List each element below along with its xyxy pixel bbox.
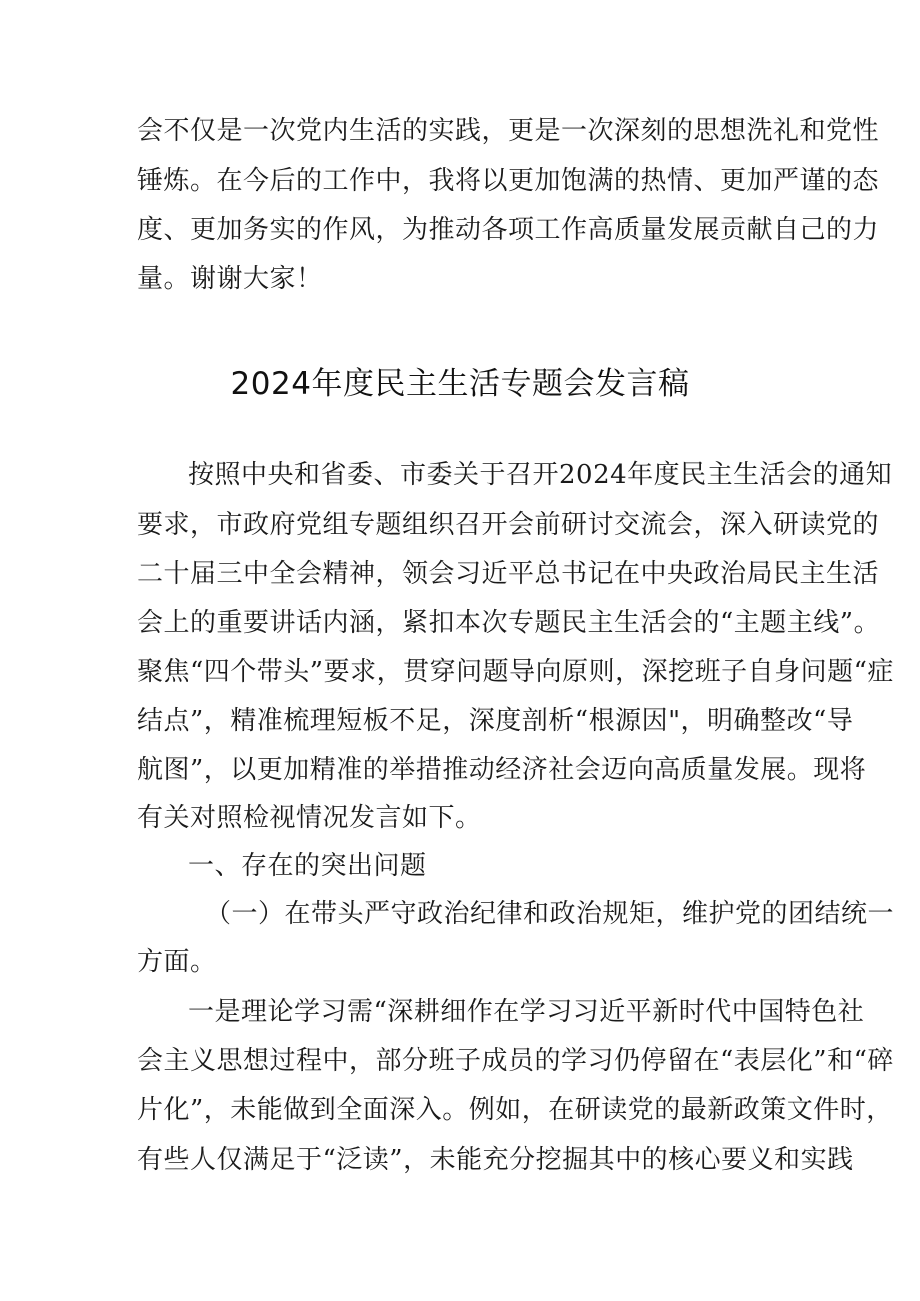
point-line-2: 会主义思想过程中，部分班子成员的学习仍停留在“表层化”和“碎 (137, 1046, 894, 1076)
intro-line-3: 二十届三中全会精神，领会习近平总书记在中央政治局民主生活 (137, 559, 880, 589)
subsection-line-1: （一）在带头严守政治纪律和政治规矩，维护党的团结统一 (205, 899, 895, 929)
point-line-4: 有些人仅满足于“泛读”，未能充分挖掘其中的核心要义和实践 (137, 1145, 854, 1175)
intro-line-5: 聚焦“四个带头”要求，贯穿问题导向原则，深挖班子自身问题“症 (137, 657, 894, 687)
subsection-line-2: 方面。 (137, 947, 217, 977)
section-heading: 一、存在的突出问题 (188, 851, 427, 881)
continuation-line-4: 量。谢谢大家！ (137, 264, 323, 294)
continuation-line-1: 会不仅是一次党内生活的实践，更是一次深刻的思想洗礼和党性 (137, 116, 880, 146)
intro-line-1: 按照中央和省委、市委关于召开2024年度民主生活会的通知 (188, 460, 893, 490)
intro-line-8: 有关对照检视情况发言如下。 (137, 803, 482, 833)
continuation-line-2: 锤炼。在今后的工作中，我将以更加饱满的热情、更加严谨的态 (137, 166, 880, 196)
intro-line-4: 会上的重要讲话内涵，紧扣本次专题民主生活会的“主题主线”。 (137, 608, 881, 638)
document-title: 2024年度民主生活专题会发言稿 (230, 366, 690, 402)
intro-line-2: 要求，市政府党组专题组织召开会前研讨交流会，深入研读党的 (137, 510, 880, 540)
point-line-3: 片化”，未能做到全面深入。例如，在研读党的最新政策文件时， (137, 1095, 893, 1125)
intro-line-7: 航图”，以更加精准的举措推动经济社会迈向高质量发展。现将 (137, 755, 867, 785)
continuation-line-3: 度、更加务实的作风，为推动各项工作高质量发展贡献自己的力 (137, 215, 880, 245)
intro-line-6: 结点”，精准梳理短板不足，深度剖析“根源因"，明确整改“导 (137, 706, 854, 736)
point-line-1: 一是理论学习需“深耕细作在学习习近平新时代中国特色社 (188, 997, 865, 1027)
